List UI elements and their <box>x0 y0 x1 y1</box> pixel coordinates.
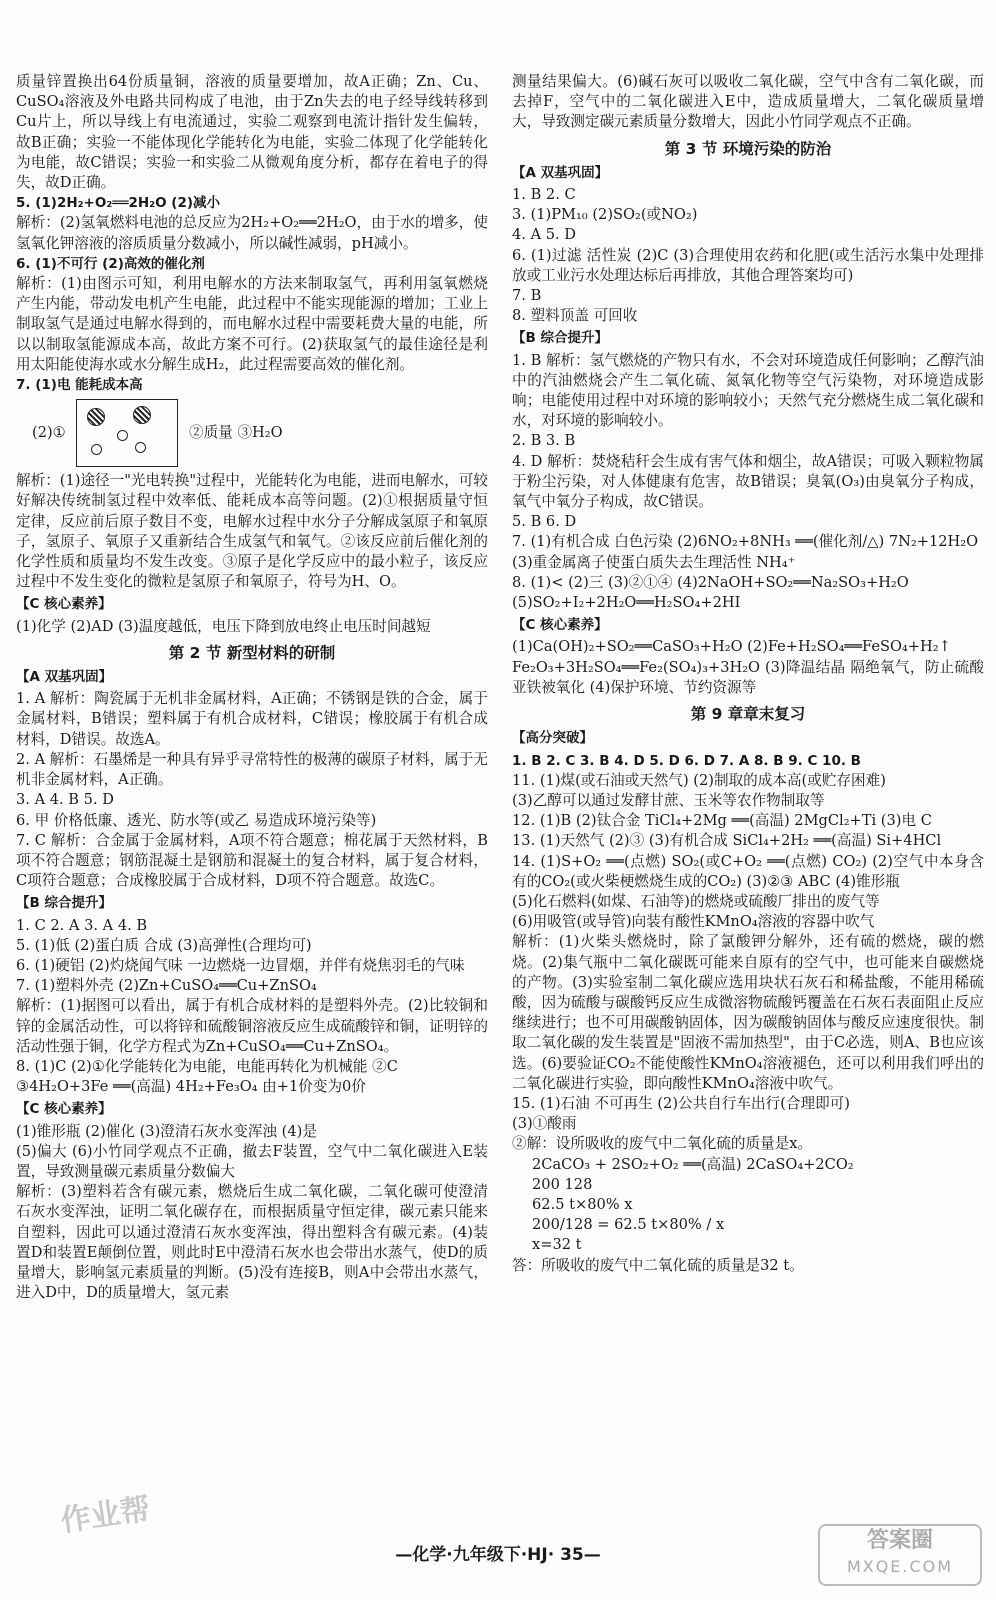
calculation-block <box>532 1155 984 1256</box>
b-answer-1: 1. C 2. A 3. A 4. B <box>16 916 148 934</box>
section-2-title: 第 2 节 新型材料的研制 <box>168 643 336 662</box>
left-column <box>16 72 488 1303</box>
r-b-4: 4. D 解析：焚烧秸秆会生成有害气体和烟尘，故A错误；可吸入颗粒物属于粉尘污染，对人体健康有危害，故B错误；臭氧(O₃)由臭氧分子构成，氧气中氧分子构成，故C错误。 <box>512 452 984 511</box>
b-explanation-7: 解析：(1)据图可以看出，属于有机合成材料的是塑料外壳。(2)比较铜和锌的金属活动性，可以将锌和硫酸铜溶液反应生成硫酸锌和铜，证明锌的活动性强于铜，化学方程式为Zn+CuSO₄══Cu+ZnSO₄。 <box>16 997 488 1055</box>
h-explanation-14: 解析：(1)火柴头燃烧时，除了氯酸钾分解外，还有硫的燃烧，碳的燃烧。(2)集气瓶中二氧化碳既可能来自原有的空气中，也可能来自碳燃烧的产物。(3)实验室制二氧化碳应选用块状石灰石和稀盐酸，不能用稀硫酸，因为硫酸与碳酸钙反应生成微溶物硫酸钙覆盖在石灰石表面阻止反应继续进行；也不可用碳酸钠固体，因为碳酸钠固体与酸反应速度很快。制取二氧化碳的发生装置是"固液不需加热型"，由于C必选，则A、B也应该选。(6)要验证CO₂不能使酸性KMnO₄溶液褪色，还可以利用我们呼出的二氧化碳进行实验，即向酸性KMnO₄溶液中吹气。 <box>512 933 984 1092</box>
left-intro: 质量锌置换出64份质量铜，溶液的质量要增加，故A正确；Zn、Cu、CuSO₄溶液及外电路共同构成了电池，由于Zn失去的电子经导线转移到Cu片上，所以导线上有电流通过，实验二观察到电流计指针发生偏转，故B正确；实验一不能体现化学能转化为电能，实验二体现了化学能转化为电能，故C错误；实验一和实验二从微观角度分析，都存在着电子的得失，故D正确。 <box>16 73 488 192</box>
b-answer-5: 5. (1)低 (2)蛋白质 合成 (3)高弹性(合理均可) <box>16 936 312 954</box>
b-answer-8a: 8. (1)C (2)①化学能转化为电能，电能再转化为机械能 ②C <box>16 1057 398 1075</box>
r-a-7: 7. B <box>512 287 542 305</box>
c2-answer-2: (5)偏大 (6)小竹同学观点不正确，撤去F装置，空气中二氧化碳进入E装置，导致测量碳元素质量分数偏大 <box>16 1142 488 1180</box>
r-a-4: 4. A 5. D <box>512 226 577 244</box>
r-b-8a: 8. (1)< (2)三 (3)②①④ (4)2NaOH+SO₂══Na₂SO₃+H₂O <box>512 573 909 591</box>
r-b-8b: (5)SO₂+I₂+2H₂O══H₂SO₄+2HI <box>512 594 741 612</box>
s2-answer-7: 7. C 解析：合金属于金属材料，A项不符合题意；棉花属于天然材料，B项不符合题意；钢筋混凝土是钢筋和混凝土的复合材料，属于复合材料，C项符合题意；合成橡胶属于合成材料，D项不符合题意。故选C。 <box>16 831 488 890</box>
r-b-7b: (3)重金属离子使蛋白质失去生理活性 NH₄⁺ <box>512 553 796 571</box>
r-c-2: Fe₂O₃+3H₂SO₄══Fe₂(SO₄)₃+3H₂O (3)降温结晶 隔绝氧气，防止硫酸亚铁被氧化 (4)保护环境、节约资源等 <box>512 658 984 696</box>
s2-answer-6: 6. 甲 价格低廉、透光、防水等(或乙 易造成环境污染等) <box>16 811 377 829</box>
section-c-answer: (1)化学 (2)AD (3)温度越低，电压下降到放电终止电压时间越短 <box>16 617 431 635</box>
b-answer-7: 7. (1)塑料外壳 (2)Zn+CuSO₄══Cu+ZnSO₄ <box>16 977 317 995</box>
r-section-c-label: 【C 核心素养】 <box>512 617 608 634</box>
site-watermark-logo <box>818 1524 982 1586</box>
oxygen-atom-icon <box>135 442 146 453</box>
h-answer-13: 13. (1)天然气 (2)③ (3)有机合成 SiCl₄+2H₂ ══(高温) Si+4HCl <box>512 832 942 850</box>
answer-6: 6. (1)不可行 (2)高效的催化剂 <box>16 255 205 272</box>
stamp-watermark: 作业帮 <box>58 1491 153 1540</box>
h-answer-15b: (3)①酸雨 <box>512 1115 577 1133</box>
s2-answer-1: 1. A 解析：陶瓷属于无机非金属材料，A正确；不锈钢是铁的合金，属于金属材料，B错误；塑料属于有机合成材料，C错误；橡胶属于有机合成材料，D错误。故选A。 <box>16 690 488 748</box>
oxygen-atom-icon <box>117 430 128 441</box>
r-a-8: 8. 塑料顶盖 可回收 <box>512 307 638 325</box>
c2-answer-1: (1)锥形瓶 (2)催化 (3)澄清石灰水变浑浊 (4)是 <box>16 1122 317 1140</box>
r-b-5: 5. B 6. D <box>512 513 577 531</box>
r-a-3: 3. (1)PM₁₀ (2)SO₂(或NO₂) <box>512 206 698 224</box>
h-answer-14b: (5)化石燃料(如煤、石油等)的燃烧或硫酸厂排出的废气等 <box>512 892 880 910</box>
watermark-url: MXQE.COM <box>846 1557 954 1576</box>
r-b-1: 1. B 解析：氢气燃烧的产物只有水，不会对环境造成任何影响；乙醇汽油中的汽油燃烧会产生二氧化硫、氮氧化物等空气污染物，对环境造成影响；电能使用过程中对环境的影响较小；天然气充分燃烧生成二氧化碳和水，对环境的影响较小。 <box>512 351 984 430</box>
r-section-b-label: 【B 综合提升】 <box>512 330 608 347</box>
high-score-label: 【高分突破】 <box>512 730 593 747</box>
explanation-6: 解析：(1)由图示可知，利用电解水的方法来制取氢气，再利用氢氧燃烧产生内能，带动发电机产生电能，此过程中不能实现能源的增加；工业上制取氢气是通过电解水得到的，而电解水过程中需要耗费大量的电能，所以以制取氢能源成本高，故此方案不可行。(2)获取氢气的最佳途径是利用太阳能使海水或水分解生成H₂，此过程需要高效的催化剂。 <box>16 275 488 373</box>
explanation-7: 解析：(1)途径一"光电转换"过程中，光能转化为电能，进而电解水，可较好解决传统制氢过程中效率低、能耗成本高等问题。(2)①根据质量守恒定律，反应前后原子数目不变，电解水过程中水分子分解成氢原子和氧原子，氢原子、氧原子又重新结合生成氢气和氧气。②该反应前后催化剂的化学性质和质量均不发生改变。③原子是化学反应中的最小粒子，该反应过程中不发生变化的微粒是氢原子和氧原子，符号为H、O。 <box>16 472 488 591</box>
oxygen-atom-icon <box>91 444 102 455</box>
explanation-5: 解析：(2)氢氧燃料电池的总反应为2H₂+O₂══2H₂O，由于水的增多，使氢氧化钾溶液的溶质质量分数减小，所以碱性减弱，pH减小。 <box>16 214 488 252</box>
calc-equation: 2CaCO₃ + 2SO₂+O₂ ══(高温) 2CaSO₄+2CO₂ <box>532 1155 854 1173</box>
r-a-6: 6. (1)过滤 活性炭 (2)C (3)合理使用农药和化肥(或生活污水集中处理排放或工业污水处理达标后再排放，其他合理答案均可) <box>512 246 984 284</box>
answer-5: 5. (1)2H₂+O₂══2H₂O (2)减小 <box>16 195 221 212</box>
page-footer: —化学·九年级下·HJ· 35— <box>395 1545 601 1565</box>
calc-result: x=32 t <box>532 1236 582 1254</box>
h-answer-14c: (6)用吸管(或导管)向装有酸性KMnO₄溶液的容器中吹气 <box>512 913 875 931</box>
section-c-label: 【C 核心素养】 <box>16 596 112 613</box>
calc-answer: 答：所吸收的废气中二氧化硫的质量是32 t。 <box>512 1256 804 1274</box>
hydrogen-particle-icon <box>87 408 105 426</box>
h-answer-11a: 11. (1)煤(或石油或天然气) (2)制取的成本高(或贮存困难) <box>512 771 886 789</box>
calc-ratio: 200/128 = 62.5 t×80% / x <box>532 1216 725 1234</box>
section-a-label: 【A 双基巩固】 <box>16 669 113 686</box>
h-answer-11b: (3)乙醇可以通过发酵甘蔗、玉米等农作物制取等 <box>512 791 825 809</box>
answer-7-2-rest: ②质量 ③H₂O <box>189 424 283 442</box>
right-column <box>512 72 984 1276</box>
calc-known: 62.5 t×80% x <box>532 1195 633 1213</box>
watermark-title: 答案圈 <box>866 1528 933 1553</box>
h-answer-15a: 15. (1)石油 不可再生 (2)公共自行车出行(合理即可) <box>512 1094 850 1112</box>
answer-7-2 <box>32 399 488 467</box>
h-answer-14a: 14. (1)S+O₂ ══(点燃) SO₂(或C+O₂ ══(点燃) CO₂) (2)空气中本身含有的CO₂(或火柴梗燃烧生成的CO₂) (3)②③ ABC (4)锥形瓶 <box>512 852 984 890</box>
b-answer-6: 6. (1)硬铝 (2)灼烧闻气味 一边燃烧一边冒烟，并伴有烧焦羽毛的气味 <box>16 956 465 974</box>
chapter-9-title: 第 9 章章末复习 <box>690 705 806 724</box>
c2-explanation: 解析：(3)塑料若含有碳元素，燃烧后生成二氧化碳，二氧化碳可使澄清石灰水变浑浊，证明二氧化碳存在，而根据质量守恒定律，碳元素只能来自塑料，因此可以通过澄清石灰水变浑浊，得出塑料含有碳元素。(4)装置D和装置E颠倒位置，则此时E中澄清石灰水也会带出水蒸气，使D的质量增大，影响氢元素质量的判断。(5)没有连接B，则A中会带出水蒸气，进入D中，D的质量增大，氢元素 <box>16 1183 488 1302</box>
s2-answer-2: 2. A 解析：石墨烯是一种具有异乎寻常特性的极薄的碳原子材料，属于无机非金属材料，A正确。 <box>16 750 488 789</box>
h-answer-12: 12. (1)B (2)钛合金 TiCl₄+2Mg ══(高温) 2MgCl₂+Ti (3)电 C <box>512 812 932 830</box>
particle-diagram <box>76 399 178 467</box>
b-answer-8b: ③4H₂O+3Fe ══(高温) 4H₂+Fe₃O₄ 由+1价变为0价 <box>16 1078 366 1096</box>
r-a-1: 1. B 2. C <box>512 186 576 204</box>
answer-7-2-label: (2)① <box>32 424 66 442</box>
calc-masses: 200 128 <box>532 1175 593 1193</box>
hydrogen-particle-icon <box>133 406 151 424</box>
r-c-1: (1)Ca(OH)₂+SO₂══CaSO₃+H₂O (2)Fe+H₂SO₄══FeSO₄+H₂↑ <box>512 638 951 656</box>
s2-answer-3: 3. A 4. B 5. D <box>16 791 114 809</box>
section-c2-label: 【C 核心素养】 <box>16 1101 112 1118</box>
answer-7: 7. (1)电 能耗成本高 <box>16 377 143 394</box>
section-3-title: 第 3 节 环境污染的防治 <box>664 139 832 158</box>
section-b-label: 【B 综合提升】 <box>16 895 112 912</box>
right-intro: 测量结果偏大。(6)碱石灰可以吸收二氧化碳，空气中含有二氧化碳，而去掉F，空气中的二氧化碳进入E中，造成质量增大，二氧化碳质量增大，导致测定碳元素质量分数增大，因此小竹同学观点不正确。 <box>512 73 984 131</box>
r-section-a-label: 【A 双基巩固】 <box>512 164 609 181</box>
h-answer-15c: ②解：设所吸收的废气中二氧化硫的质量是x。 <box>512 1135 813 1153</box>
r-b-7a: 7. (1)有机合成 白色污染 (2)6NO₂+8NH₃ ══(催化剂/△) 7N₂+12H₂O <box>512 533 979 551</box>
r-b-2: 2. B 3. B <box>512 432 576 450</box>
h-answer-1: 1. B 2. C 3. B 4. D 5. D 6. D 7. A 8. B 9. C 10. B <box>512 752 861 769</box>
